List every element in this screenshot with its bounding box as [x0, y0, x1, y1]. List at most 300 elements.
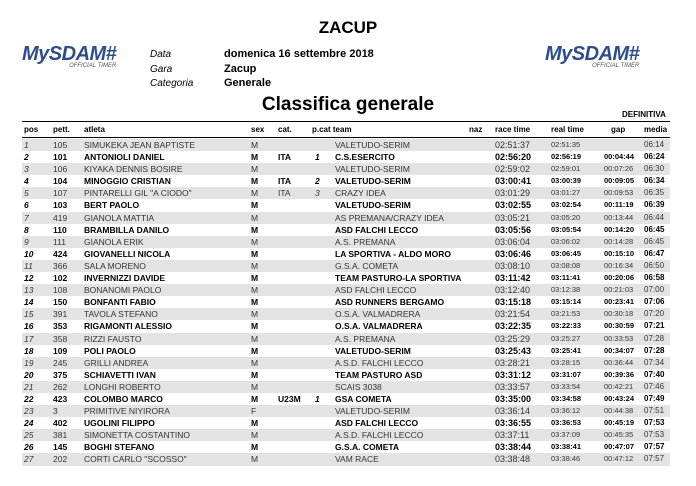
cell-team: ASD FALCHI LECCO: [335, 418, 419, 429]
table-row: [22, 272, 670, 284]
cell-media: 06:45: [644, 236, 665, 246]
cell-athlete: GRILLI ANDREA: [84, 357, 149, 368]
cell-athlete: BONANOMI PAOLO: [84, 285, 162, 296]
cell-team: A.S.D. FALCHI LECCO: [335, 357, 424, 368]
cell-sex: M: [251, 297, 259, 308]
cell-team: A.S. PREMANA: [335, 333, 396, 344]
cell-gap: 00:34:07: [604, 345, 635, 355]
cell-pos: 24: [24, 418, 34, 429]
cell-pos: 18: [24, 345, 34, 356]
cell-real-time: 03:37:09: [551, 430, 581, 440]
status-badge: DEFINITIVA: [622, 110, 666, 119]
cell-pos: 14: [24, 297, 34, 308]
cell-sex: M: [251, 164, 259, 175]
cell-pett: 103: [53, 200, 68, 211]
cell-gap: 00:16:34: [604, 260, 634, 270]
cell-cat: U23M: [278, 393, 301, 404]
cell-pett: 423: [53, 393, 68, 404]
cell-gap: 00:30:59: [604, 321, 635, 331]
cell-team: O.S.A. VALMADRERA: [335, 309, 421, 320]
cell-athlete: CORTI CARLO "SCOSSO": [84, 454, 187, 465]
col-pcat-team: p.cat team: [312, 125, 352, 134]
cell-athlete: POLI PAOLO: [84, 345, 136, 356]
cell-race-time: 03:36:55: [495, 418, 532, 429]
cell-media: 07:46: [644, 381, 665, 391]
cell-sex: M: [251, 430, 259, 441]
cell-team: CRAZY IDEA: [335, 188, 386, 199]
hash-icon: #: [628, 43, 640, 65]
cell-team: TEAM PASTURO-LA SPORTIVA: [335, 273, 462, 284]
cell-sex: M: [251, 200, 259, 211]
cell-race-time: 03:00:41: [495, 176, 532, 187]
cell-athlete: INVERNIZZI DAVIDE: [84, 273, 166, 284]
table-row: [22, 163, 670, 175]
cell-pett: 108: [53, 285, 68, 296]
cell-race-time: 03:06:04: [495, 236, 531, 247]
cell-pett: 111: [53, 236, 66, 247]
cell-sex: M: [251, 152, 259, 163]
table-row: [22, 139, 670, 151]
cell-pett: 353: [53, 321, 68, 332]
cell-pos: 22: [24, 393, 34, 404]
data-label: Data: [150, 49, 172, 60]
table-row: [22, 296, 670, 308]
cell-athlete: GIANOLA MATTIA: [84, 212, 155, 223]
cell-real-time: 03:31:07: [551, 369, 582, 379]
cell-sex: M: [251, 224, 259, 235]
cell-pett: 105: [53, 140, 68, 150]
cell-athlete: MINOGGIO CRISTIAN: [84, 176, 171, 187]
cell-race-time: 03:15:18: [495, 297, 532, 308]
cell-sex: M: [251, 369, 259, 380]
cell-race-time: 03:25:43: [495, 345, 532, 356]
event-info: [150, 47, 374, 91]
cell-sex: M: [251, 285, 259, 296]
col-pett: pett.: [53, 125, 70, 134]
cell-pos: 4: [24, 176, 29, 187]
cell-gap: 00:47:07: [604, 442, 635, 452]
cell-race-time: 03:05:21: [495, 212, 531, 223]
cell-real-time: 03:02:54: [551, 200, 582, 210]
cell-media: 06:39: [644, 200, 665, 210]
table-row: [22, 429, 670, 441]
cell-real-time: 03:05:20: [551, 212, 581, 222]
table-row: [22, 381, 670, 393]
cell-race-time: 03:28:21: [495, 357, 531, 368]
cell-sex: M: [251, 176, 259, 187]
table-row: [22, 320, 670, 332]
cell-pos: 16: [24, 321, 34, 332]
cell-real-time: 03:34:58: [551, 393, 582, 403]
cell-pcat: 1: [315, 152, 320, 163]
cell-real-time: 03:12:38: [551, 285, 581, 295]
section-title: Classifica generale: [261, 94, 435, 115]
cell-real-time: 03:00:39: [551, 176, 582, 186]
cell-team: AS PREMANA/CRAZY IDEA: [335, 212, 444, 223]
cell-pos: 11: [24, 260, 33, 271]
cell-media: 06:50: [644, 260, 665, 270]
cell-race-time: 03:33:57: [495, 381, 531, 392]
table-header: [22, 121, 670, 138]
cell-gap: 00:47:12: [604, 454, 634, 464]
cell-gap: 00:20:06: [604, 273, 635, 283]
cell-sex: M: [251, 393, 259, 404]
cell-real-time: 03:08:08: [551, 260, 581, 270]
cell-media: 06:58: [644, 273, 665, 283]
cell-race-time: 03:02:55: [495, 200, 532, 211]
cell-athlete: TAVOLA STEFANO: [84, 309, 158, 320]
cell-race-time: 03:37:11: [495, 430, 530, 441]
table-row: [22, 224, 670, 236]
cell-media: 07:06: [644, 297, 665, 307]
cell-pos: 10: [24, 248, 34, 259]
cell-team: LA SPORTIVA - ALDO MORO: [335, 248, 452, 259]
cell-real-time: 03:06:45: [551, 248, 582, 258]
cell-gap: 00:07:26: [604, 164, 634, 174]
cell-team: VALETUDO-SERIM: [335, 164, 410, 175]
cell-real-time: 03:25:41: [551, 345, 582, 355]
cell-sex: M: [251, 140, 259, 150]
cell-pett: 110: [53, 224, 67, 235]
cell-media: 07:00: [644, 285, 665, 295]
table-row: [22, 393, 670, 405]
table-row: [22, 405, 670, 417]
mysdam-logo-right: MySDAM# OFFICIAL TIMER: [545, 43, 640, 69]
cell-pos: 7: [24, 212, 29, 223]
cell-gap: 00:43:24: [604, 393, 635, 403]
cell-team: VALETUDO-SERIM: [335, 345, 411, 356]
cell-gap: 00:45:19: [604, 418, 635, 428]
cell-cat: ITA: [278, 176, 292, 187]
cell-sex: M: [251, 418, 259, 429]
cell-gap: 00:14:20: [604, 224, 635, 234]
cell-pos: 12: [24, 273, 34, 284]
cell-pett: 104: [53, 176, 68, 187]
gara-label: Gara: [150, 63, 173, 75]
col-naz: naz: [469, 125, 483, 134]
cell-media: 07:34: [644, 357, 665, 367]
cell-athlete: GIANOLA ERIK: [84, 236, 144, 247]
cell-real-time: 03:36:53: [551, 418, 582, 428]
col-sex: sex: [251, 125, 265, 134]
cell-gap: 00:11:19: [604, 200, 634, 210]
table-row: [22, 284, 670, 296]
cell-real-time: 02:56:19: [551, 152, 582, 162]
cell-real-time: 03:25:27: [551, 333, 581, 343]
table-row: [22, 308, 670, 320]
table-row: [22, 175, 670, 187]
cell-team: TEAM PASTURO ASD: [335, 369, 423, 380]
cell-gap: 00:36:44: [604, 357, 634, 367]
cell-athlete: GIOVANELLI NICOLA: [84, 248, 171, 259]
cell-sex: M: [251, 273, 259, 284]
cell-media: 06:14: [644, 140, 665, 149]
cell-pett: 145: [53, 442, 68, 453]
cell-sex: M: [251, 357, 259, 368]
cell-pcat: 1: [315, 393, 320, 404]
cell-athlete: BERT PAOLO: [84, 200, 140, 211]
cell-real-time: 03:38:41: [551, 442, 582, 452]
cell-pett: 375: [53, 369, 68, 380]
cell-sex: M: [251, 236, 259, 247]
cell-race-time: 03:11:42: [495, 273, 531, 284]
col-gap: gap: [611, 125, 626, 134]
cell-race-time: 02:59:02: [495, 164, 531, 175]
cell-race-time: 02:56:20: [495, 152, 532, 163]
cell-pett: 402: [53, 418, 68, 429]
cell-gap: 00:42:21: [604, 381, 634, 391]
cell-media: 07:51: [644, 406, 665, 416]
cell-sex: M: [251, 454, 259, 465]
cell-athlete: RIZZI FAUSTO: [84, 333, 142, 344]
cell-sex: M: [251, 248, 259, 259]
cell-race-time: 02:51:37: [495, 140, 531, 150]
cell-team: VALETUDO-SERIM: [335, 140, 410, 150]
cell-gap: 00:09:53: [604, 188, 634, 198]
cell-pett: 109: [53, 345, 68, 356]
cell-pos: 21: [24, 381, 34, 392]
cell-media: 07:40: [644, 369, 665, 379]
table-row: [22, 199, 670, 211]
table-row: [22, 212, 670, 224]
cell-gap: 00:44:38: [604, 406, 634, 416]
cell-team: VALETUDO-SERIM: [335, 200, 411, 211]
cell-gap: 00:09:05: [604, 176, 635, 186]
cell-athlete: LONGHI ROBERTO: [84, 381, 161, 392]
table-row: [22, 236, 670, 248]
cell-pos: 9: [24, 236, 29, 247]
cell-pett: 391: [53, 309, 68, 320]
cell-sex: M: [251, 309, 259, 320]
cell-race-time: 03:22:35: [495, 321, 532, 332]
cell-sex: M: [251, 381, 259, 392]
cell-pett: 102: [53, 273, 68, 284]
cell-pett: 419: [53, 212, 68, 223]
table-row: [22, 333, 670, 345]
table-row: [22, 441, 670, 453]
cell-athlete: SALA MORENO: [84, 260, 146, 271]
col-real-time: real time: [551, 125, 584, 134]
cell-media: 06:30: [644, 164, 665, 174]
cell-athlete: BONFANTI FABIO: [84, 297, 156, 308]
cell-athlete: SIMONETTA COSTANTINO: [84, 430, 190, 441]
cell-cat: ITA: [278, 188, 291, 199]
cell-media: 07:49: [644, 393, 665, 403]
cell-race-time: 03:38:44: [495, 442, 532, 453]
cell-sex: M: [251, 321, 259, 332]
cell-team: G.S.A. COMETA: [335, 260, 399, 271]
cell-team: GSA COMETA: [335, 393, 392, 404]
cell-real-time: 03:21:53: [551, 309, 581, 319]
cell-real-time: 03:15:14: [551, 297, 582, 307]
cell-gap: 00:23:41: [604, 297, 635, 307]
cell-athlete: SCHIAVETTI IVAN: [84, 369, 156, 380]
cell-real-time: 03:38:46: [551, 454, 581, 464]
cell-pett: 101: [53, 152, 68, 163]
cell-real-time: 03:22:33: [551, 321, 582, 331]
table-row: [22, 248, 670, 260]
cell-pos: 8: [24, 224, 29, 235]
gara-value: Zacup: [224, 62, 257, 75]
cell-media: 07:21: [644, 321, 665, 331]
cell-sex: M: [251, 212, 259, 223]
cell-media: 07:28: [644, 333, 665, 343]
cell-pos: 3: [24, 164, 29, 175]
cell-athlete: SIMUKEKA JEAN BAPTISTE: [84, 140, 196, 150]
cell-pos: 13: [24, 285, 34, 296]
cell-race-time: 03:38:48: [495, 454, 531, 465]
table-row: [22, 357, 670, 369]
cell-team: G.S.A. COMETA: [335, 442, 400, 453]
table-row: [22, 369, 670, 381]
cell-pett: 381: [53, 430, 68, 441]
cell-race-time: 03:35:00: [495, 393, 532, 404]
cell-race-time: 03:08:10: [495, 260, 531, 271]
cell-gap: 00:30:18: [604, 309, 634, 319]
cell-athlete: ANTONIOLI DANIEL: [84, 152, 165, 163]
cell-real-time: 03:36:12: [551, 406, 581, 416]
cell-race-time: 03:06:46: [495, 248, 532, 259]
cell-team: A.S. PREMANA: [335, 236, 396, 247]
cell-pett: 366: [53, 260, 68, 271]
cell-media: 07:53: [644, 418, 665, 428]
cell-athlete: COLOMBO MARCO: [84, 393, 163, 404]
cell-team: SCAIS 3038: [335, 381, 382, 392]
cell-media: 06:47: [644, 248, 665, 258]
cell-gap: 00:14:28: [604, 236, 634, 246]
col-cat: cat.: [278, 125, 292, 134]
cell-race-time: 03:25:29: [495, 333, 531, 344]
cell-pcat: 3: [315, 188, 320, 199]
cell-pett: 424: [53, 248, 68, 259]
cell-sex: M: [251, 188, 259, 199]
cell-pett: 262: [53, 381, 68, 392]
cell-gap: 00:21:03: [604, 285, 634, 295]
cell-sex: M: [251, 260, 259, 271]
cell-media: 06:34: [644, 176, 665, 186]
cell-athlete: PRIMITIVE NIYIRORA: [84, 406, 170, 417]
cell-real-time: 03:28:15: [551, 357, 581, 367]
cell-media: 06:24: [644, 152, 665, 162]
cell-athlete: PINTARELLI GIL "A CIODO": [84, 188, 192, 199]
cell-team: VAM RACE: [335, 454, 379, 465]
cell-gap: 00:33:53: [604, 333, 634, 343]
cell-team: ASD RUNNERS BERGAMO: [335, 297, 445, 308]
col-atleta: atleta: [84, 125, 105, 134]
cell-team: ASD FALCHI LECCO: [335, 224, 419, 235]
cell-pcat: 2: [315, 176, 320, 187]
cell-athlete: KIYAKA DENNIS BOSIRE: [84, 164, 183, 175]
cell-cat: ITA: [278, 152, 292, 163]
cell-real-time: 03:33:54: [551, 381, 581, 391]
cell-pos: 1: [24, 140, 29, 150]
cell-team: O.S.A. VALMADRERA: [335, 321, 423, 332]
cell-pos: 19: [24, 357, 34, 368]
cell-media: 07:53: [644, 430, 665, 440]
cell-pett: 106: [53, 164, 68, 175]
cell-pos: 26: [24, 442, 34, 453]
cell-athlete: BRAMBILLA DANILO: [84, 224, 170, 235]
cell-media: 06:44: [644, 212, 665, 222]
table-row: [22, 187, 670, 199]
cell-athlete: RIGAMONTI ALESSIO: [84, 321, 172, 332]
cell-real-time: 02:51:35: [551, 140, 581, 149]
cell-real-time: 03:05:54: [551, 224, 582, 234]
cell-pett: 358: [53, 333, 68, 344]
cell-pos: 27: [24, 454, 34, 465]
mysdam-logo-left: MySDAM# OFFICIAL TIMER: [22, 43, 117, 69]
cell-real-time: 03:06:02: [551, 236, 581, 246]
cell-pos: 6: [24, 200, 29, 211]
col-race-time: race time: [495, 125, 531, 134]
cell-race-time: 03:05:56: [495, 224, 532, 235]
cell-race-time: 03:01:29: [495, 188, 531, 199]
cell-pett: 3: [53, 406, 58, 417]
cell-real-time: 03:01:27: [551, 188, 581, 198]
cell-gap: 00:39:36: [604, 369, 635, 379]
cell-media: 07:57: [644, 454, 665, 464]
table-row: [22, 260, 670, 272]
cell-real-time: 03:11:41: [551, 273, 581, 283]
table-row: [22, 345, 670, 357]
cell-pos: 2: [24, 152, 29, 163]
cell-team: VALETUDO-SERIM: [335, 406, 410, 417]
cell-sex: M: [251, 345, 259, 356]
cell-media: 07:57: [644, 442, 665, 452]
cell-team: C.S.ESERCITO: [335, 152, 395, 163]
cell-gap: 00:04:44: [604, 152, 635, 162]
cell-media: 06:35: [644, 188, 665, 198]
categoria-label: Categoria: [150, 78, 194, 89]
cell-team: A.S.D. FALCHI LECCO: [335, 430, 424, 441]
results-table: [22, 139, 670, 466]
cell-pett: 202: [53, 454, 68, 465]
hash-icon: #: [105, 43, 117, 65]
cell-race-time: 03:31:12: [495, 369, 532, 380]
categoria-value: Generale: [224, 77, 272, 89]
cell-pett: 150: [53, 297, 68, 308]
cell-gap: 00:45:35: [604, 430, 634, 440]
cell-pett: 107: [53, 188, 68, 199]
table-row: [22, 151, 670, 163]
cell-pos: 5: [24, 188, 29, 199]
cell-media: 07:20: [644, 309, 665, 319]
cell-race-time: 03:36:14: [495, 406, 531, 417]
cell-pos: 25: [24, 430, 34, 441]
data-value: domenica 16 settembre 2018: [224, 48, 374, 60]
col-media: media: [644, 125, 668, 134]
cell-race-time: 03:12:40: [495, 285, 531, 296]
table-row: [22, 417, 670, 429]
col-pos: pos: [24, 125, 39, 134]
cell-gap: 00:15:10: [604, 248, 635, 258]
cell-sex: F: [251, 406, 257, 417]
cell-pos: 17: [24, 333, 34, 344]
event-title: ZACUP: [318, 18, 378, 37]
cell-pos: 20: [24, 369, 34, 380]
cell-athlete: UGOLINI FILIPPO: [84, 418, 155, 429]
cell-team: VALETUDO-SERIM: [335, 176, 411, 187]
cell-race-time: 03:21:54: [495, 309, 531, 320]
cell-sex: M: [251, 333, 259, 344]
table-row: [22, 453, 670, 465]
cell-pos: 23: [24, 406, 34, 417]
cell-team: ASD FALCHI LECCO: [335, 285, 417, 296]
cell-media: 07:28: [644, 345, 665, 355]
cell-real-time: 02:59:01: [551, 164, 581, 174]
cell-gap: 00:13:44: [604, 212, 634, 222]
cell-pett: 245: [53, 357, 68, 368]
